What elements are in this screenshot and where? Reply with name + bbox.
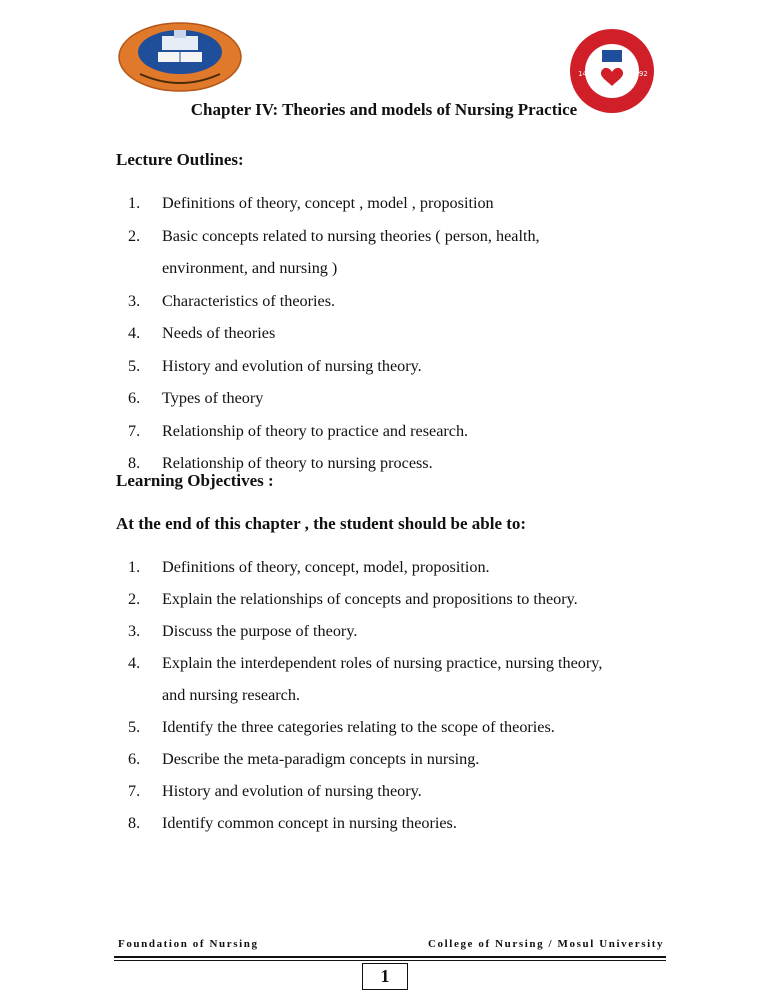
outlines-item xyxy=(116,415,676,448)
objective-list xyxy=(116,551,676,839)
objectives-subheading: At the end of this chapter , the student should be able to: xyxy=(116,514,527,533)
page-number: 1 xyxy=(362,963,408,990)
item-text: Needs of theories xyxy=(162,324,276,342)
footer-institution: College of Nursing / Mosul University xyxy=(428,938,665,950)
item-number: 4. xyxy=(128,654,141,672)
objectives-item xyxy=(116,647,676,711)
item-text: Definitions of theory, concept , model , proposition xyxy=(162,194,494,212)
chapter-title: Chapter IV: Theories and models of Nursing Practice xyxy=(190,100,578,119)
objectives-heading: Learning Objectives : xyxy=(116,471,274,490)
outlines-item xyxy=(116,350,676,383)
item-number: 1. xyxy=(128,194,141,212)
item-text: environment, and nursing ) xyxy=(162,259,338,277)
item-number: 4. xyxy=(128,324,141,342)
item-text: Relationship of theory to practice and research. xyxy=(162,421,469,440)
outlines-item xyxy=(116,187,676,220)
item-text: History and evolution of nursing theory. xyxy=(162,782,422,800)
item-text: Relationship of theory to nursing process. xyxy=(162,454,433,472)
objectives-item xyxy=(116,615,676,647)
objectives-item xyxy=(116,807,676,839)
item-number: 6. xyxy=(128,750,141,768)
footer-course: Foundation of Nursing xyxy=(118,938,259,950)
objectives-item xyxy=(116,551,676,583)
outline-list xyxy=(116,187,676,480)
item-text: Types of theory xyxy=(162,389,264,407)
item-text: Identify common concept in nursing theories. xyxy=(162,814,457,832)
item-text: Identify the three categories relating to the scope of theories. xyxy=(162,718,555,736)
item-number: 3. xyxy=(128,622,141,640)
item-number: 1. xyxy=(128,558,141,576)
item-text: Explain the relationships of concepts and propositions to theory. xyxy=(162,590,578,608)
item-text: Explain the interdependent roles of nursing practice, nursing theory, xyxy=(162,654,603,672)
item-number: 7. xyxy=(128,421,141,440)
item-number: 2. xyxy=(128,226,141,245)
item-text: Discuss the purpose of theory. xyxy=(162,622,358,640)
objectives-item xyxy=(116,583,676,615)
outlines-heading: Lecture Outlines: xyxy=(116,150,244,169)
logo-year-right: 1992 xyxy=(630,70,648,78)
logo-year-left: 1412 xyxy=(578,70,596,78)
footer-rule-thin xyxy=(114,960,666,961)
objectives-item xyxy=(116,711,676,743)
objectives-item xyxy=(116,743,676,775)
item-number: 8. xyxy=(128,454,141,472)
item-text: History and evolution of nursing theory. xyxy=(162,356,422,375)
item-number: 7. xyxy=(128,782,141,800)
outlines-item xyxy=(116,317,676,350)
item-text: Characteristics of theories. xyxy=(162,291,336,310)
outlines-item xyxy=(116,382,676,415)
item-number: 5. xyxy=(128,356,141,375)
item-text: Basic concepts related to nursing theories ( person, health, xyxy=(162,226,540,245)
outlines-item xyxy=(116,220,676,285)
university-logo xyxy=(118,22,242,92)
item-number: 3. xyxy=(128,291,141,310)
footer-rule xyxy=(114,956,666,958)
item-text: Describe the meta-paradigm concepts in nursing. xyxy=(162,750,480,768)
item-number: 2. xyxy=(128,590,141,608)
item-text: and nursing research. xyxy=(162,686,300,704)
item-text: Definitions of theory, concept, model, proposition. xyxy=(162,558,490,576)
item-number: 5. xyxy=(128,718,141,736)
item-number: 6. xyxy=(128,389,141,407)
item-number: 8. xyxy=(128,814,141,832)
outlines-item xyxy=(116,285,676,318)
objectives-item xyxy=(116,775,676,807)
